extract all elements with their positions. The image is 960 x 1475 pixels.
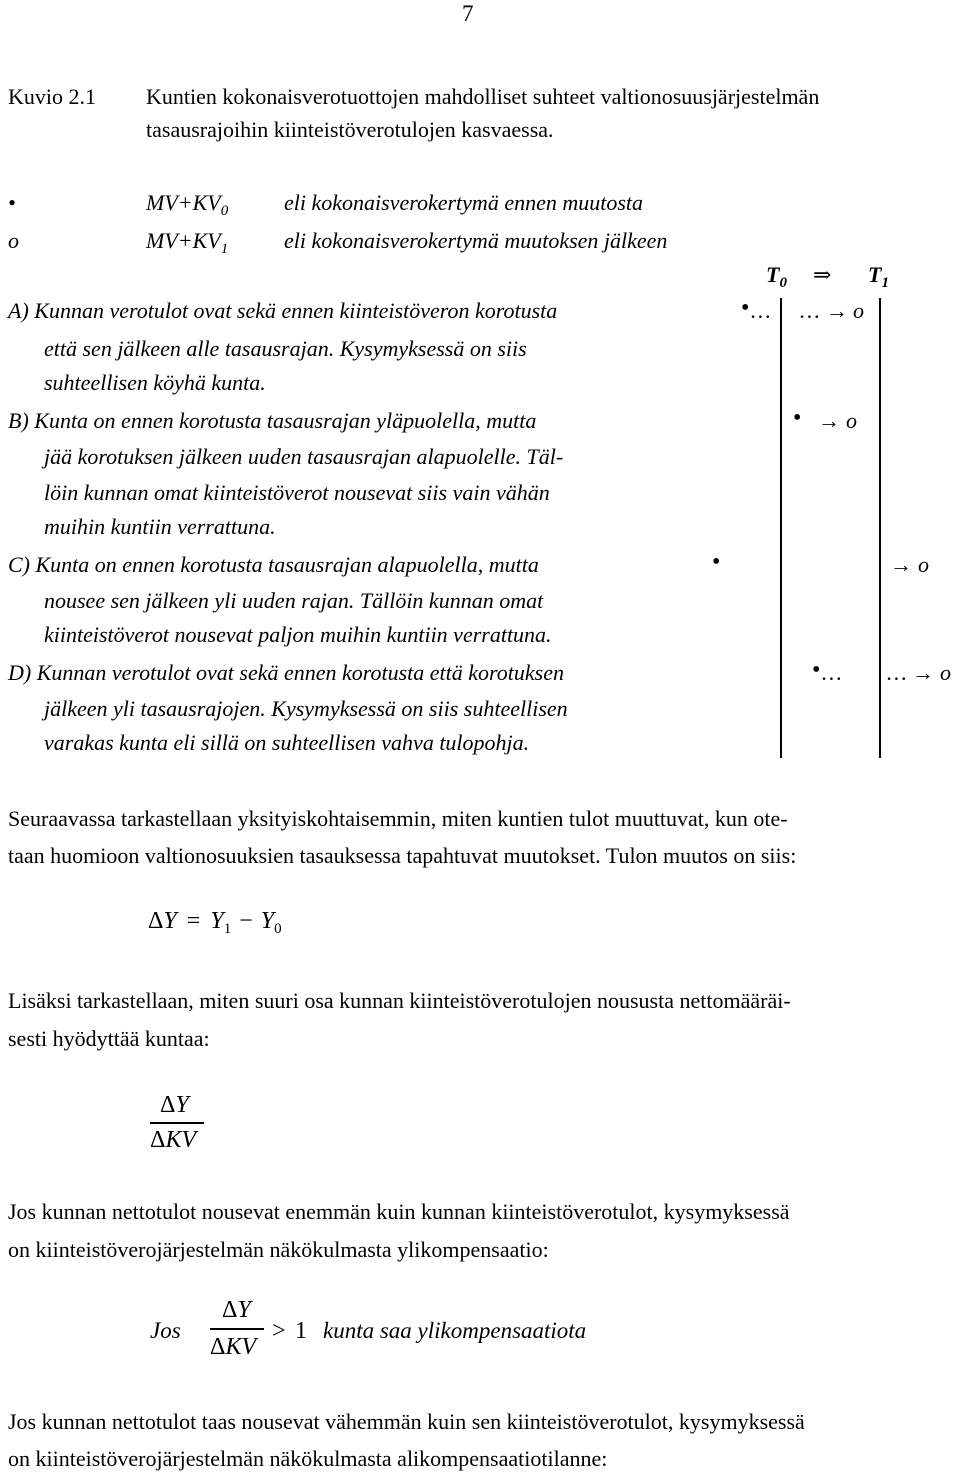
case-d-circle: o <box>940 660 951 685</box>
case-a-arrow-icon: → <box>826 298 848 323</box>
case-d-line-1: D) Kunnan verotulot ovat sekä ennen korotusta että korotuksen <box>8 660 564 685</box>
case-a-dot: • <box>741 295 750 321</box>
case-a-line-2: että sen jälkeen alle tasausrajan. Kysymyksessä on siis <box>44 336 527 361</box>
case-c-line-2: nousee sen jälkeen yli uuden rajan. Tällöin kunnan omat <box>44 588 544 613</box>
case-b-dot: • <box>793 405 802 431</box>
case-b-line-1: B) Kunta on ennen korotusta tasausrajan yläpuolella, mutta <box>8 408 537 433</box>
eq3-denominator: ΔKV <box>210 1334 257 1360</box>
t1-header: $T_1$ <box>868 262 889 291</box>
t0-header: $T_0$ <box>766 262 787 291</box>
fraction-denominator: ΔKV <box>150 1127 197 1153</box>
paragraph-1-line-1: Seuraavassa tarkastellaan yksityiskohtaisemmin, miten kuntien tulot muuttuvat, kun ote- <box>8 806 788 831</box>
case-b-line-2: jää korotuksen jälkeen uuden tasausrajan alapuolelle. Täl- <box>44 444 564 469</box>
figure-caption-line-1: Kuntien kokonaisverotuottojen mahdolliset suhteet valtionosuusjärjestelmän <box>146 84 820 109</box>
case-b-arrow-icon: → <box>818 408 840 433</box>
legend-desc-after: eli kokonaisverokertymä muutoksen jälkeen <box>284 228 668 253</box>
case-d-arrow-icon: → <box>912 660 934 685</box>
figure-caption-line-2: tasausrajoihin kiinteistöverotulojen kasvaessa. <box>146 117 554 142</box>
case-a-line-1: A) Kunnan verotulot ovat sekä ennen kiinteistöveron korotusta <box>8 298 558 323</box>
case-c-line-3: kiinteistöverot nousevat paljon muihin kuntiin verrattuna. <box>44 622 552 647</box>
paragraph-4-line-2: on kiinteistöverojärjestelmän näkökulmasta alikompensaatiotilanne: <box>8 1446 608 1471</box>
legend-term-before: $MV+KV_0$ <box>146 190 229 219</box>
eq3-text: kunta saa ylikompensaatiota <box>323 1318 587 1343</box>
case-d-dot: • <box>812 657 821 683</box>
legend-dot-symbol: • <box>8 190 16 215</box>
equation-delta-y: $\Delta Y = Y_1 - Y_0$ <box>148 908 282 937</box>
paragraph-1-line-2: taan huomioon valtionosuuksien tasauksessa tapahtuvat muutokset. Tulon muutos on siis: <box>8 843 797 868</box>
paragraph-4-line-1: Jos kunnan nettotulot taas nousevat vähemmän kuin sen kiinteistöverotulot, kysymyksessä <box>8 1409 805 1434</box>
paragraph-2-line-2: sesti hyödyttää kuntaa: <box>8 1026 210 1051</box>
eq3-one: 1 <box>295 1318 307 1344</box>
case-a-ellipsis-right: … <box>800 298 820 323</box>
case-b-circle: o <box>846 408 857 433</box>
legend-desc-before: eli kokonaisverokertymä ennen muutosta <box>284 190 644 215</box>
case-a-ellipsis-left: … <box>751 298 771 323</box>
case-a-line-3: suhteellisen köyhä kunta. <box>44 370 266 395</box>
paragraph-3-line-1: Jos kunnan nettotulot nousevat enemmän kuin kunnan kiinteistöverotulot, kysymyksessä <box>8 1199 790 1224</box>
case-a-circle: o <box>853 298 864 323</box>
paragraph-3-line-2: on kiinteistöverojärjestelmän näkökulmasta ylikompensaatio: <box>8 1237 549 1262</box>
page-number: 7 <box>462 1 474 26</box>
case-d-line-3: varakas kunta eli sillä on suhteellisen vahva tulopohja. <box>44 730 530 755</box>
eq3-greater-than: > <box>272 1318 286 1344</box>
eq3-jos: Jos <box>150 1318 181 1343</box>
implies-arrow-icon: ⇒ <box>813 262 832 287</box>
t1-vertical-line <box>879 298 881 758</box>
case-d-ellipsis-left: … <box>822 660 842 685</box>
case-c-dot: • <box>712 549 721 575</box>
legend-term-after: $MV+KV_1$ <box>146 228 229 257</box>
legend-circle-symbol: o <box>8 228 19 253</box>
case-c-arrow-icon: → <box>890 552 912 577</box>
case-d-ellipsis-right: … <box>887 660 907 685</box>
case-d-line-2: jälkeen yli tasausrajojen. Kysymyksessä on siis suhteellisen <box>44 696 568 721</box>
eq3-numerator: ΔY <box>222 1297 251 1323</box>
fraction-numerator: ΔY <box>160 1092 189 1118</box>
paragraph-2-line-1: Lisäksi tarkastellaan, miten suuri osa kunnan kiinteistöverotulojen noususta nettomääräi- <box>8 988 791 1013</box>
case-b-line-3: löin kunnan omat kiinteistöverot nousevat siis vain vähän <box>44 480 550 505</box>
figure-label: Kuvio 2.1 <box>8 84 96 109</box>
fraction-bar <box>150 1122 204 1124</box>
case-c-circle: o <box>918 552 929 577</box>
eq3-fraction-bar <box>210 1328 264 1330</box>
case-b-line-4: muihin kuntiin verrattuna. <box>44 514 276 539</box>
case-c-line-1: C) Kunta on ennen korotusta tasausrajan alapuolella, mutta <box>8 552 539 577</box>
t0-vertical-line <box>780 298 782 758</box>
